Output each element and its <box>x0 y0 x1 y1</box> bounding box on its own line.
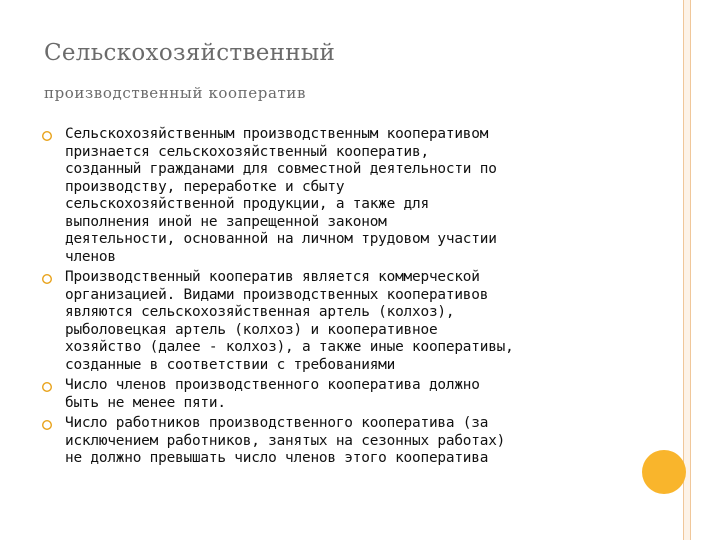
bullet-item-2 <box>40 269 640 374</box>
bullet-text: Производственный кооператив является коммерческой организацией. Видами производственных кооперативов являются сельскохозяйственная артель (колхоз), рыболовецкая артель (колхоз) и кооперативное хозяйство (далее - колхоз), а также иные кооперативы, созданные в соответствии с требованиями <box>65 269 514 373</box>
hollow-circle-bullet-icon <box>41 130 53 142</box>
bullet-text: Число работников производственного кооператива (за исключением работников, занятых на сезонных работах) не должно превышать число членов этого кооператива <box>65 415 506 466</box>
slide-title-line-2: производственный кооператив <box>44 84 307 102</box>
bullet-text: Число членов производственного кооператива должно быть не менее пяти. <box>65 377 480 411</box>
hollow-circle-bullet-icon <box>41 419 53 431</box>
slide-title-line-1: Сельскохозяйственный <box>44 40 336 66</box>
decorative-vertical-rule <box>683 0 691 540</box>
decorative-orange-circle <box>642 450 686 494</box>
bullet-list <box>40 126 640 471</box>
hollow-circle-bullet-icon <box>41 273 53 285</box>
bullet-item-4 <box>40 415 640 468</box>
hollow-circle-bullet-icon <box>41 381 53 393</box>
bullet-item-1 <box>40 126 640 266</box>
bullet-text: Сельскохозяйственным производственным кооперативом признается сельскохозяйственный кооператив, созданный гражданами для совместной деятельности по производству, переработке и сбыту сельскохозяйственной продукции, а также для выполнения иной не запрещенной законом деятельности, основанной на личном трудовом участии членов <box>65 126 497 265</box>
bullet-item-3 <box>40 377 640 412</box>
